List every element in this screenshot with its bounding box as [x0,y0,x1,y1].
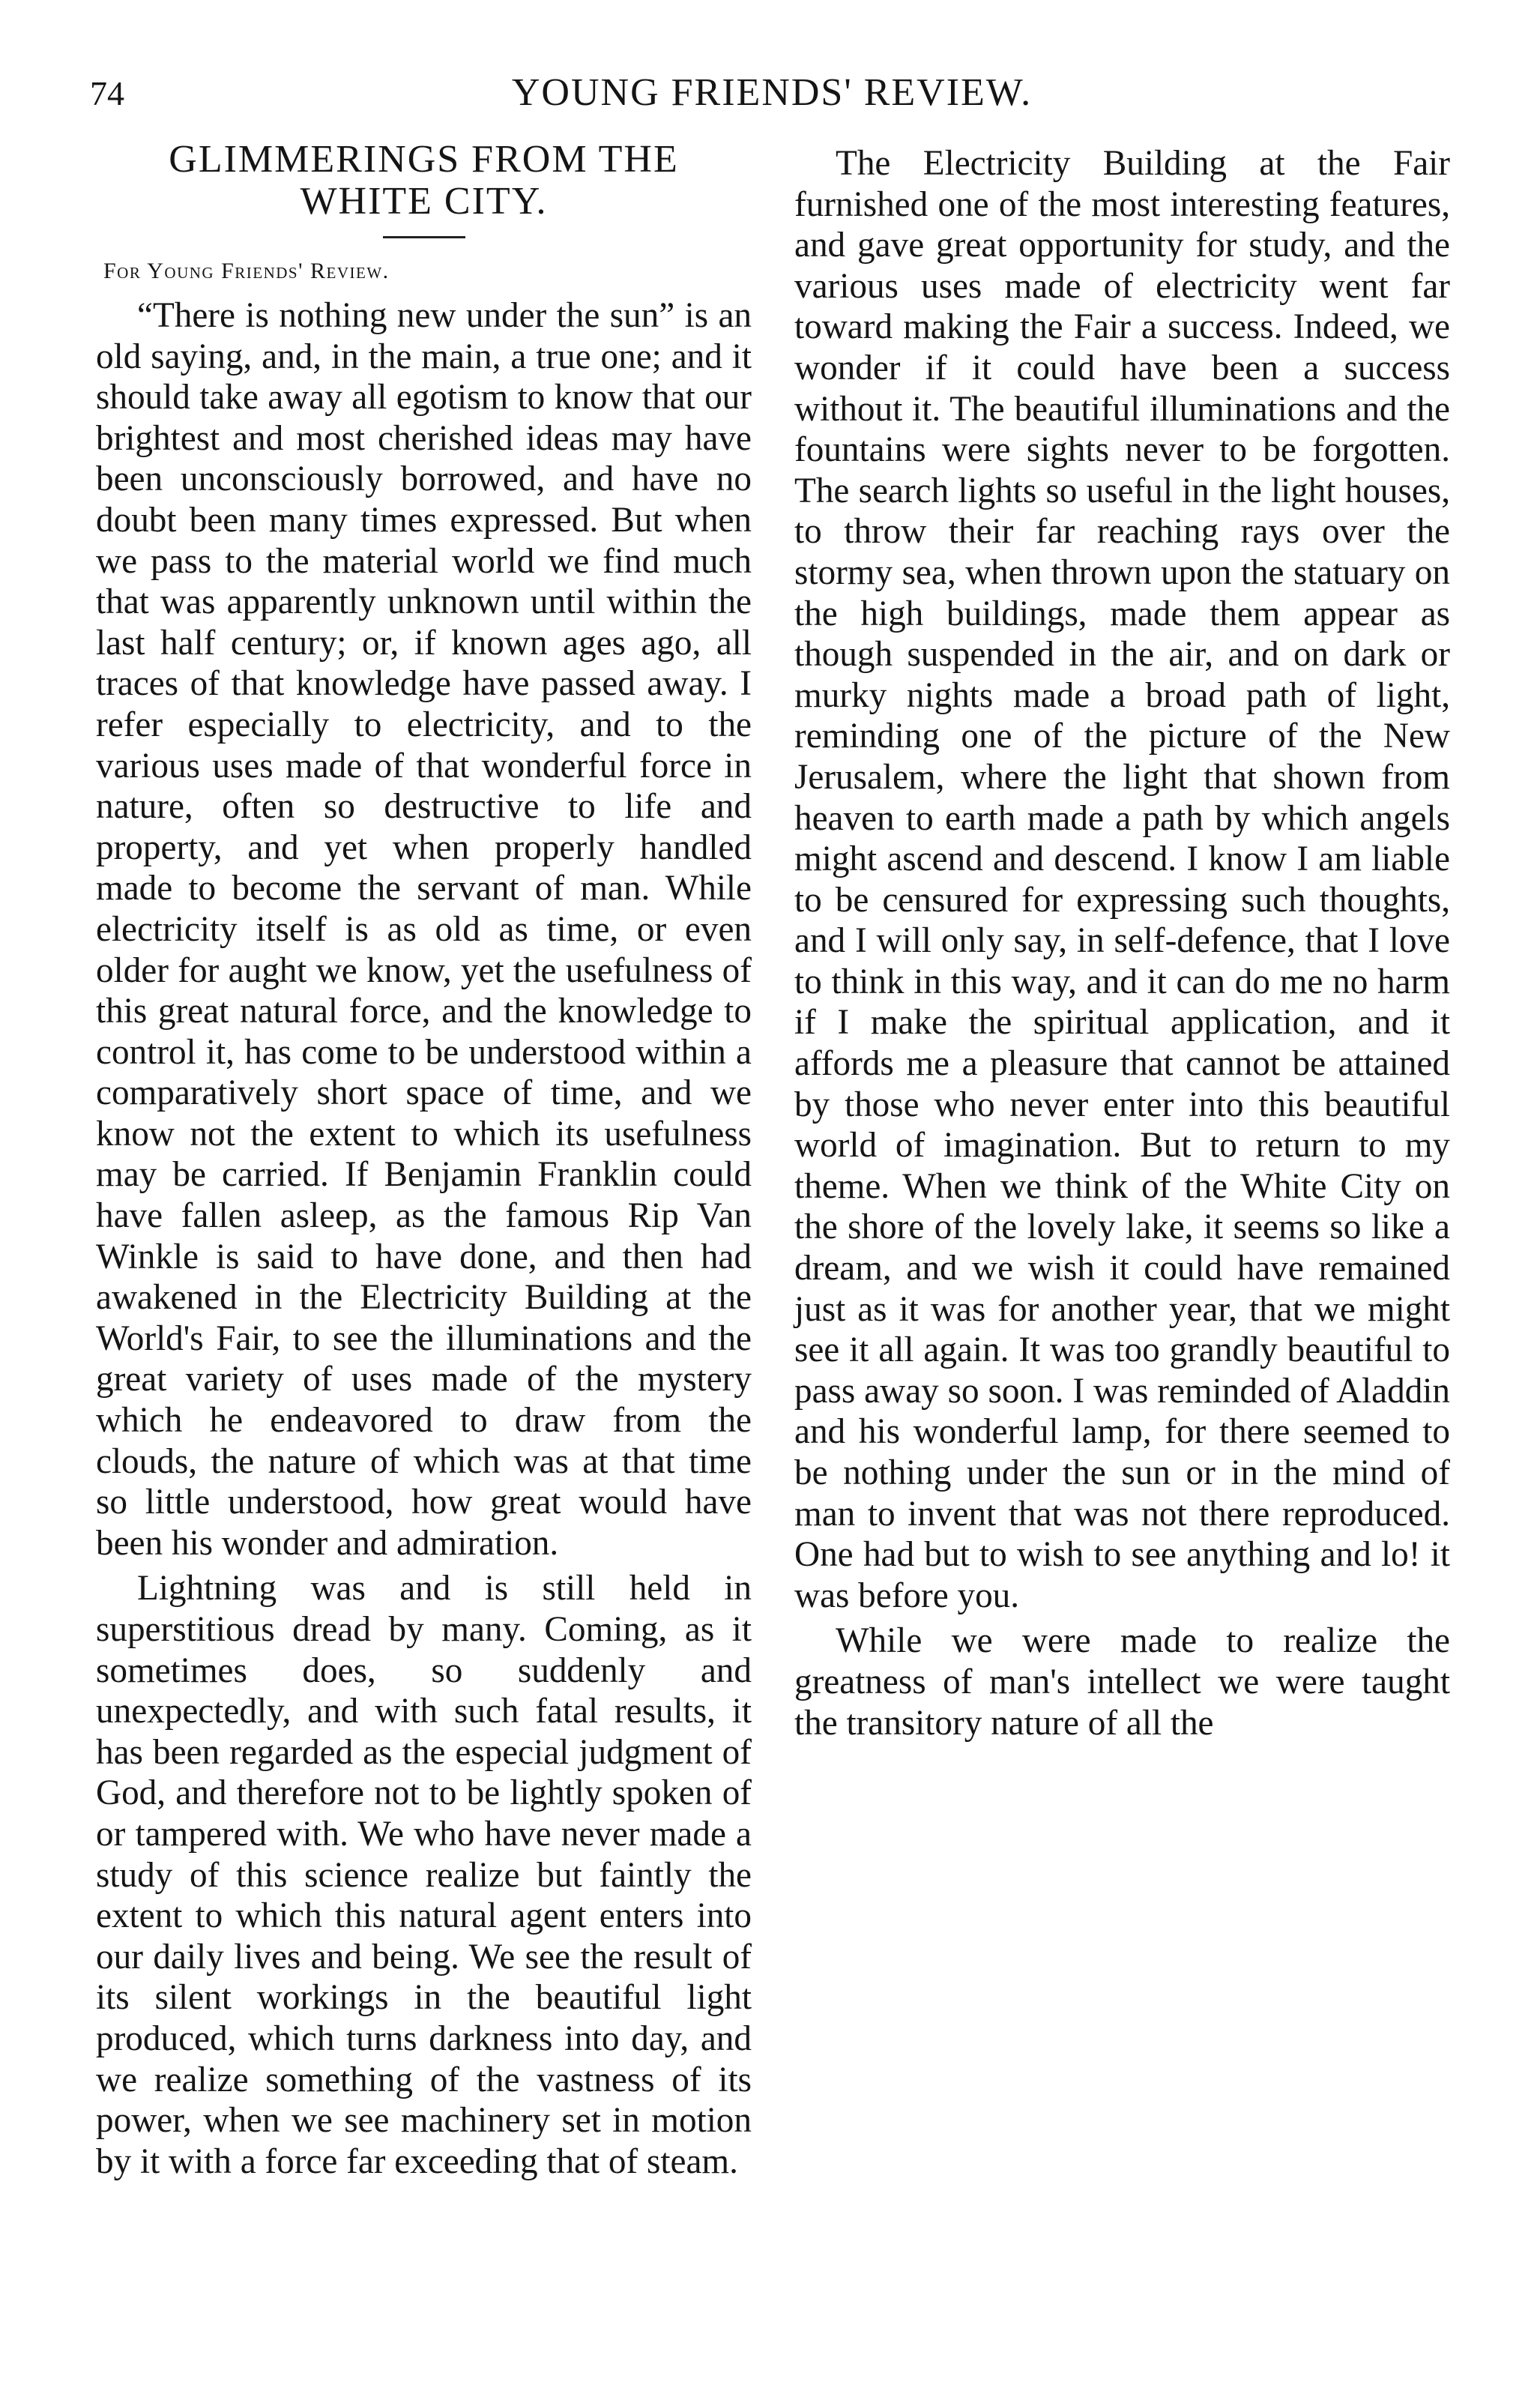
article-title [96,139,752,223]
article-title-line-1: GLIMMERINGS FROM THE [169,138,679,181]
paragraph-3: The Electricity Building at the Fair furnished one of the most interesting features, and gave great opportunity for study, and the various uses made of electricity went far toward making the Fair a success. Indeed, we wonder if it could have been a success without it. The beautiful illuminations and the fountains were sights never to be forgotten. The search lights so useful in the light houses, to throw their far reaching rays over the stormy sea, when thrown upon the statuary on the high buildings, made them appear as though suspended in the air, and on dark or murky nights made a broad path of light, reminding one of the picture of the New Jerusalem, where the light that shown from heaven to earth made a path by which angels might ascend and descend. I know I am liable to be censured for expressing such thoughts, and I will only say, in self-defence, that I love to think in this way, and it can do me no harm if I make the spiritual application, and it affords me a pleasure that cannot be attained by those who never enter into this beautiful world of imagination. But to return to my theme. When we think of the White City on the shore of the lovely lake, it seems so like a dream, and we wish it could have remained just as it was for another year, that we might see it all again. It was too grandly beautiful to pass away so soon. I was reminded of Aladdin and his wonderful lamp, for there seemed to be nothing under the sun or in the mind of man to invent that was not there reproduced. One had but to wish to see anything and lo! it was before you. [794,144,1450,1615]
byline: For Young Friends' Review. [103,259,390,283]
left-column [96,139,752,2182]
paragraph-4: While we were made to realize the greatness of man's intellect we were taught the transitory nature of all the [794,1621,1450,1743]
right-column [794,139,1450,1743]
running-title: YOUNG FRIENDS' REVIEW. [511,71,1033,114]
paragraph-2: Lightning was and is still held in superstitious dread by many. Coming, as it sometimes does, so suddenly and unexpectedly, and with such fatal results, it has been regarded as the especial judgment of God, and therefore not to be lightly spoken of or tampered with. We who have never made a study of this science realize but faintly the extent to which this natural agent enters into our daily lives and being. We see the result of its silent workings in the beautiful light produced, which turns darkness into day, and we realize something of the vastness of its power, when we see machinery set in motion by it with a force far exceeding that of steam. [96,1569,752,2181]
article-title-line-2: WHITE CITY. [300,180,548,223]
page-header [82,66,1461,133]
paragraph-1: “There is nothing new under the sun” is an old saying, and, in the main, a true one; and it should take away all egotism to know that our brightest and most cherished ideas may have been unconsciously borrowed, and have no doubt been many times expressed. But when we pass to the material world we find much that was apparently unknown until within the last half century; or, if known ages ago, all traces of that knowledge have passed away. I refer especially to electricity, and to the various uses made of that wonderful force in nature, often so destructive to life and property, and yet when properly handled made to become the servant of man. While electricity itself is as old as time, or even older for aught we know, yet the usefulness of this great natural force, and the knowledge to control it, has come to be understood within a comparatively short space of time, and we know not the extent to which its usefulness may be carried. If Benjamin Franklin could have fallen asleep, as the famous Rip Van Winkle is said to have done, and then had awakened in the Electricity Building at the World's Fair, to see the illuminations and the great variety of uses made of the mystery which he endeavored to draw from the clouds, the nature of which was at that time so little understood, how great would have been his wonder and admiration. [96,296,752,1563]
page-number: 74 [90,74,124,112]
title-rule [383,236,465,238]
